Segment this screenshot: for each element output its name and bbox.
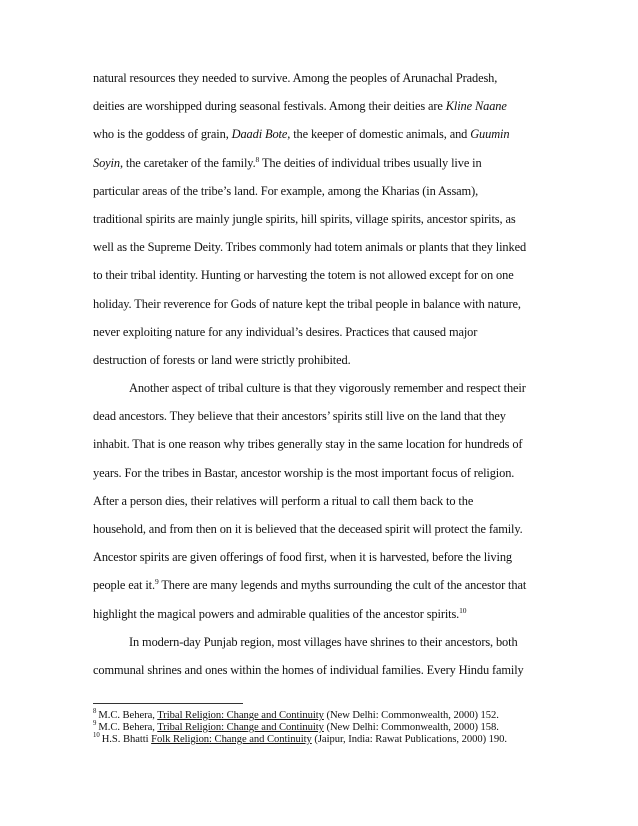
footnotes (93, 710, 553, 746)
book-title: Folk Religion: Change and Continuity (151, 734, 312, 745)
footnote-ref: 10 (459, 605, 467, 615)
deity-name: Soyin (93, 155, 120, 170)
text-line: who is the goddess of grain, Daadi Bote, the keeper of domestic animals, and Guumin (93, 127, 510, 142)
text-line: Another aspect of tribal culture is that they vigorously remember and respect their (129, 381, 526, 396)
text-line: After a person dies, their relatives will perform a ritual to call them back to the (93, 493, 474, 508)
text-line: Ancestor spirits are given offerings of food first, when it is harvested, before the living (93, 550, 512, 565)
text-line: household, and from then on it is believed that the deceased spirit will protect the family. (93, 522, 523, 536)
footnote-separator (93, 703, 243, 704)
footnote: $^{10}$ H.S. Bhatti Folk Religion: Change and Continuity (Jaipur, India: Rawat Publications, 2000) 190. (93, 732, 508, 745)
text-line: well as the Supreme Deity. Tribes commonly had totem animals or plants that they linked (93, 240, 527, 255)
text-line: inhabit. That is one reason why tribes generally stay in the same location for hundreds of (93, 437, 523, 452)
text-line: holiday. Their reverence for Gods of nature kept the tribal people in balance with nature, (93, 296, 521, 311)
deity-name: Kline Naane (445, 99, 507, 114)
text-line: people eat it.$^9$ There are many legends and myths surrounding the cult of the ancestor that (93, 577, 527, 593)
text-line: to their tribal identity. Hunting or harvesting the totem is not allowed except for on one (93, 268, 514, 283)
footnote: $^9$ M.C. Behera, Tribal Religion: Change and Continuity (New Delhi: Commonwealth, 2000) 158. (93, 720, 499, 733)
deity-name: Daadi Bote (231, 127, 288, 142)
text-line: dead ancestors. They believe that their ancestors’ spirits still live on the land that they (93, 409, 506, 424)
text-line: years. For the tribes in Bastar, ancestor worship is the most important focus of religion. (93, 465, 515, 480)
text-line: highlight the magical powers and admirable qualities of the ancestor spirits.$^{10}$ (93, 605, 467, 621)
text-line: never exploiting nature for any individual’s desires. Practices that caused major (93, 324, 478, 339)
footnote-ref: 9 (154, 577, 159, 587)
book-title: Tribal Religion: Change and Continuity (157, 722, 324, 733)
text-line: Soyin, the caretaker of the family.$^8$ The deities of individual tribes usually live in (93, 154, 482, 170)
footnote: $^8$ M.C. Behera, Tribal Religion: Change and Continuity (New Delhi: Commonwealth, 2000) 152. (93, 708, 499, 721)
text-line: deities are worshipped during seasonal festivals. Among their deities are Kline Naane (93, 99, 507, 114)
text-line: communal shrines and ones within the homes of individual families. Every Hindu family (93, 662, 524, 677)
text-line: destruction of forests or land were strictly prohibited. (93, 352, 351, 367)
text-line: traditional spirits are mainly jungle spirits, hill spirits, village spirits, ancestor spirits, as (93, 211, 516, 226)
text-line: natural resources they needed to survive. Among the peoples of Arunachal Pradesh, (93, 71, 498, 85)
body-text (93, 64, 546, 684)
text-line: In modern-day Punjab region, most villages have shrines to their ancestors, both (129, 634, 518, 649)
footnote-ref: 8 (255, 154, 260, 164)
book-title: Tribal Religion: Change and Continuity (157, 710, 324, 721)
deity-name: Guumin (470, 127, 510, 142)
text-line: particular areas of the tribe’s land. For example, among the Kharias (in Assam), (93, 183, 479, 198)
